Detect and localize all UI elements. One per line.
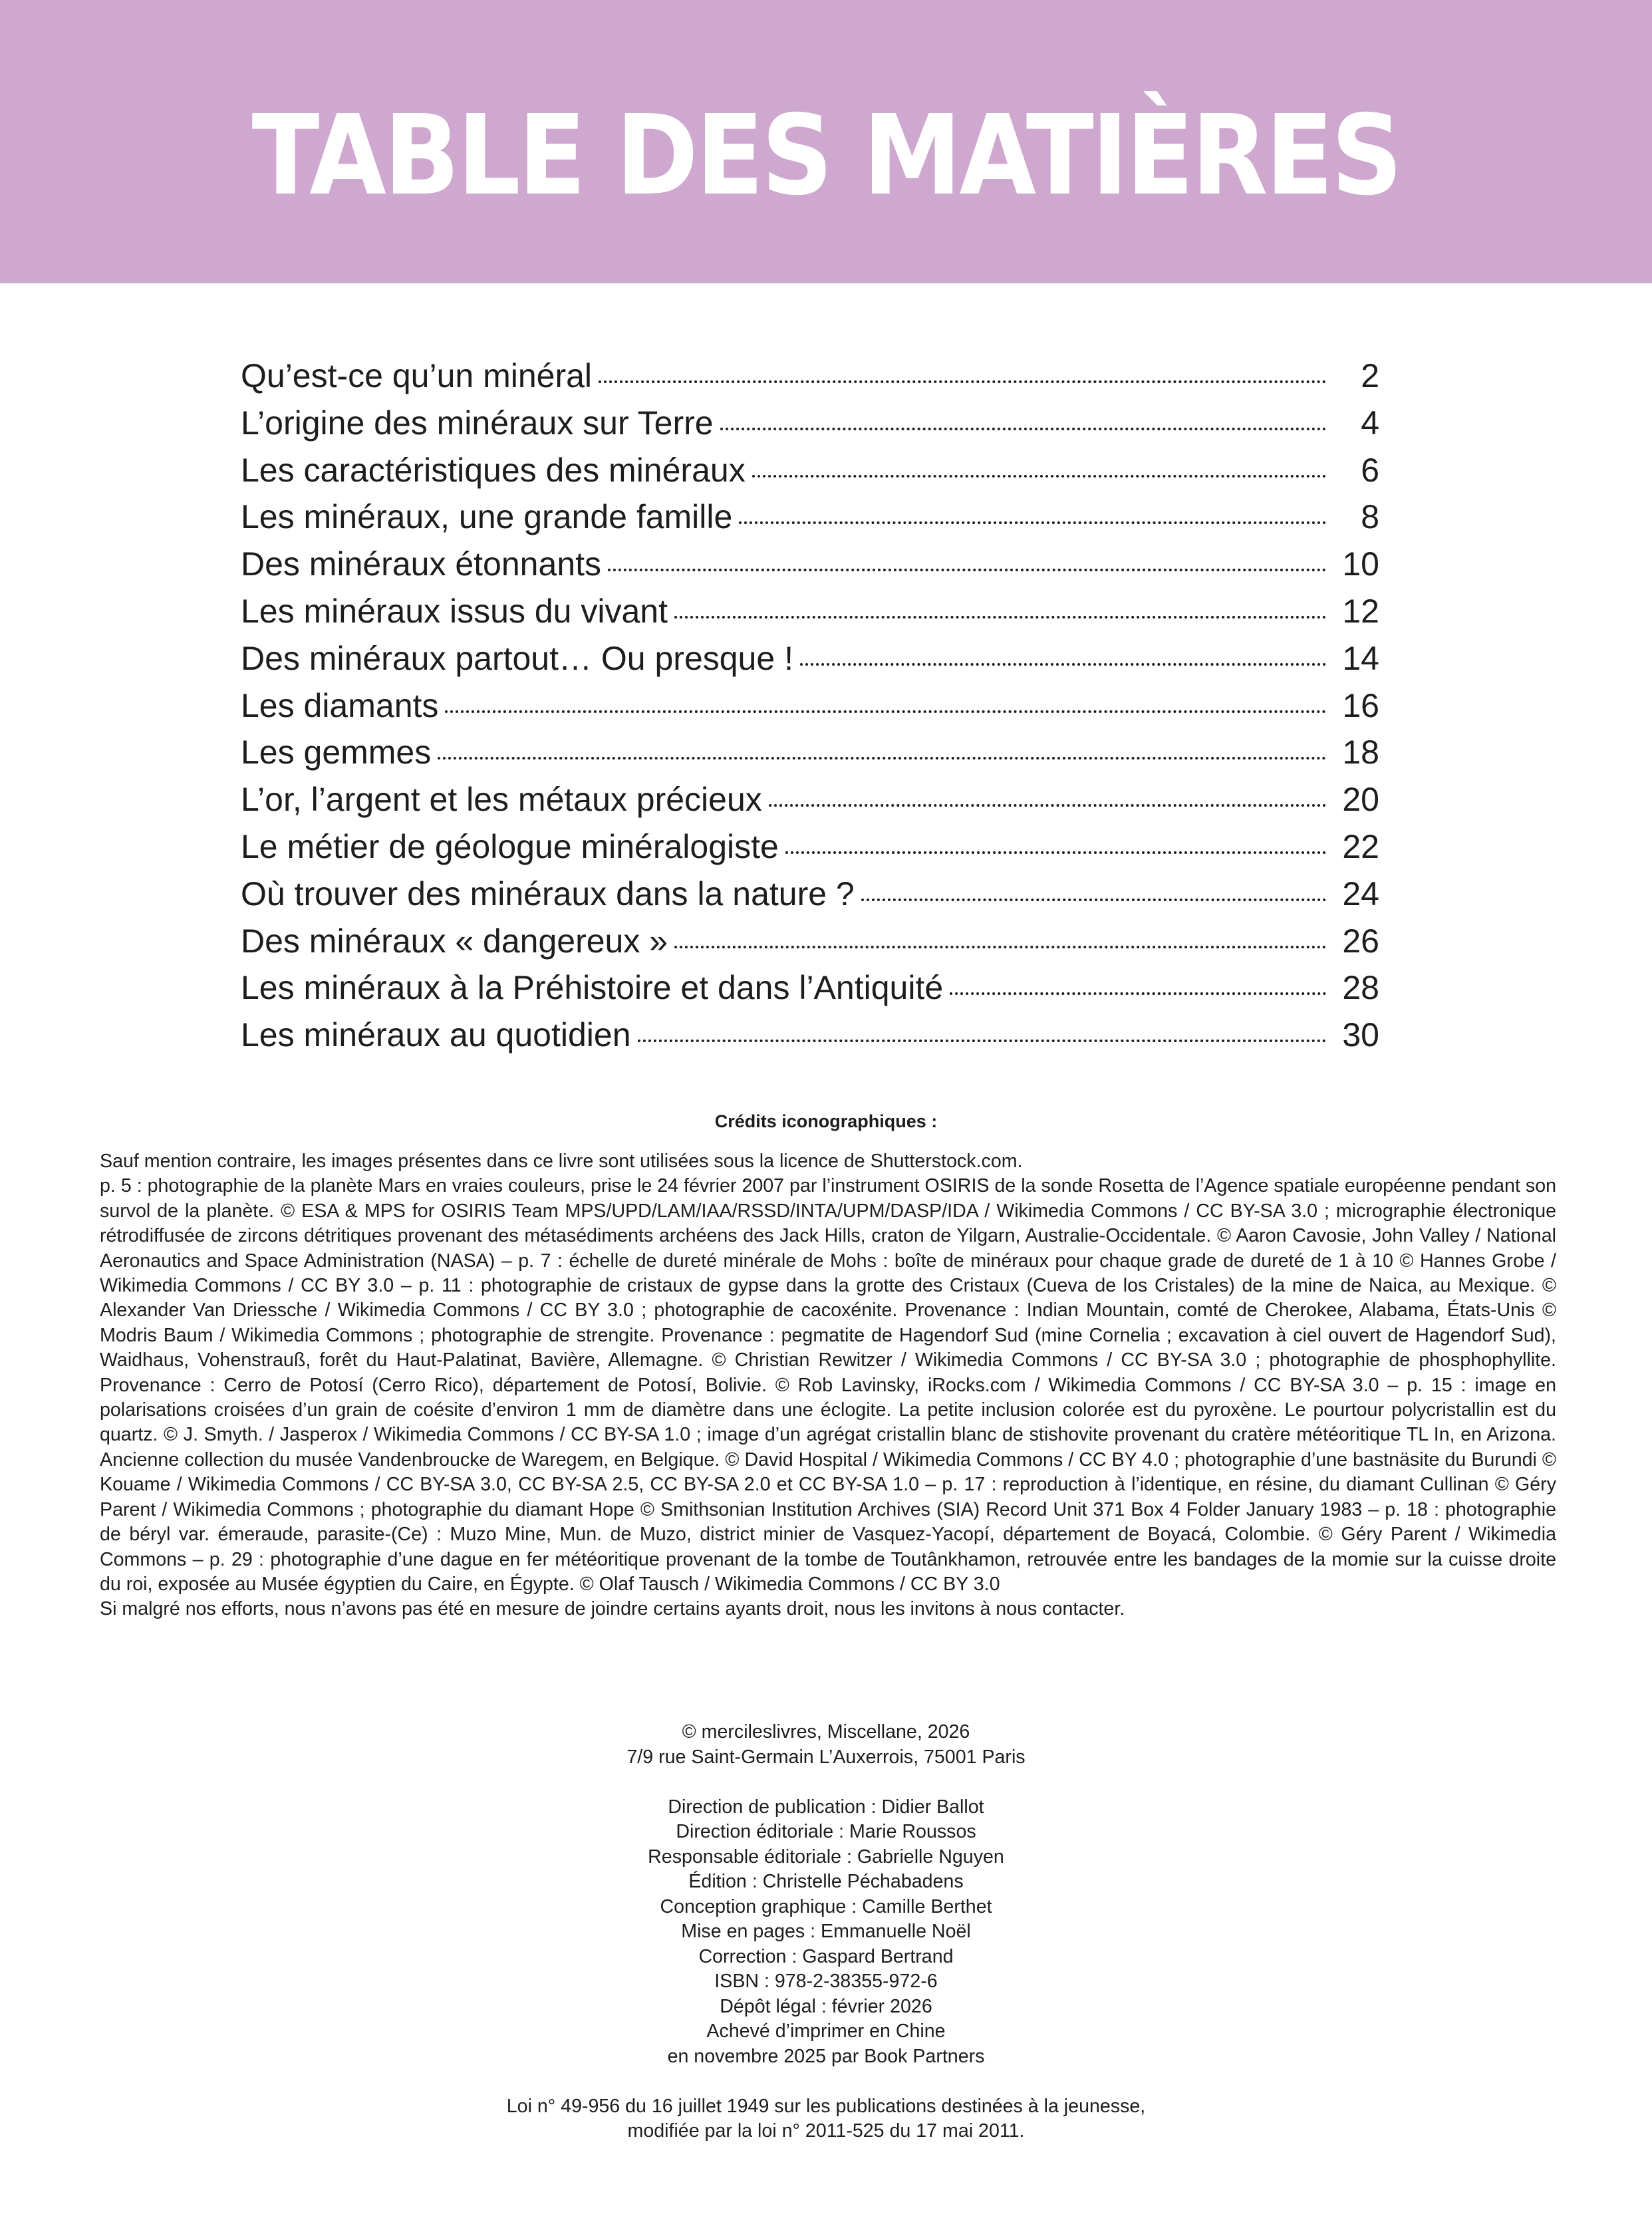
staff-line: Mise en pages : Emmanuelle Noël [681, 1921, 971, 1942]
title-banner [0, 0, 1652, 283]
dot-leader [785, 851, 1326, 854]
toc-entry-page: 12 [1342, 592, 1379, 630]
toc-entry-title: Les minéraux au quotidien [241, 1016, 631, 1054]
printing-line: Achevé d’imprimer en Chine [706, 2020, 946, 2042]
toc-entry-title: Des minéraux partout… Ou presque ! [241, 639, 793, 677]
toc-entry [241, 493, 1379, 541]
dot-leader [674, 946, 1326, 948]
dot-leader [769, 804, 1326, 807]
dot-leader [438, 757, 1326, 760]
toc-entry-page: 16 [1342, 686, 1379, 724]
toc-entry [241, 447, 1379, 494]
publisher-address: 7/9 rue Saint-Germain L’Auxerrois, 75001 Paris [626, 1746, 1026, 1768]
toc-entry-title: Des minéraux « dangereux » [241, 922, 668, 960]
dot-leader [674, 616, 1326, 619]
staff-line: Direction éditoriale : Marie Roussos [676, 1821, 976, 1842]
dot-leader [445, 710, 1326, 713]
toc-entry [241, 823, 1379, 871]
toc-entry-page: 28 [1342, 969, 1379, 1007]
toc-entry-page: 6 [1361, 451, 1379, 489]
dot-leader [739, 521, 1326, 524]
credits-intro: Sauf mention contraire, les images présentes dans ce livre sont utilisées sous la licence de Shutterstock.com. [100, 1151, 1023, 1172]
printing-line: en novembre 2025 par Book Partners [667, 2045, 985, 2067]
staff-line: Direction de publication : Didier Ballot [668, 1796, 984, 1818]
credits-block [100, 1149, 1556, 1622]
staff-line: Responsable éditoriale : Gabrielle Nguyen [648, 1846, 1004, 1868]
dot-leader [800, 663, 1326, 666]
dot-leader [752, 475, 1326, 478]
toc-entry-title: Le métier de géologue minéralogiste [241, 827, 779, 865]
toc-entry-page: 14 [1342, 639, 1379, 677]
dot-leader [950, 992, 1326, 995]
toc-entry [241, 964, 1379, 1012]
toc-entry [241, 729, 1379, 776]
dot-leader [638, 1040, 1327, 1042]
copyright-line: © mercileslivres, Miscellane, 2026 [682, 1721, 970, 1742]
isbn-line: ISBN : 978-2-38355-972-6 [714, 1971, 938, 1992]
toc-entry [241, 588, 1379, 635]
toc-entry-title: L’origine des minéraux sur Terre [241, 404, 714, 442]
toc-entry [241, 635, 1379, 682]
toc-entry [241, 541, 1379, 588]
staff-line: Correction : Gaspard Bertrand [698, 1945, 954, 1967]
toc-entry-title: Les minéraux, une grande famille [241, 498, 733, 536]
toc-entry-page: 26 [1342, 922, 1379, 960]
toc-entry-title: Des minéraux étonnants [241, 545, 601, 583]
credits-closing: Si malgré nos efforts, nous n’avons pas été en mesure de joindre certains ayants droit, nous les invitons à nous contacter. [100, 1598, 1125, 1620]
toc-entry-title: Où trouver des minéraux dans la nature ? [241, 875, 855, 912]
toc-entry-page: 22 [1342, 827, 1379, 865]
toc-entry-title: Les caractéristiques des minéraux [241, 451, 746, 489]
dot-leader [599, 380, 1326, 383]
credits-body: p. 5 : photographie de la planète Mars en vraies couleurs, prise le 24 février 2007 par l’instrument OSIRIS de la sonde Rosetta de l’Agence spatiale européenne pendant son survol de la planète. © ESA & MPS for OSIRIS Team MPS/UPD/LAM/IAA/RSSD/INTA/UPM/DASP/IDA / Wikimedia Commons / CC BY-SA 3.0 ; micrographie électronique rétrodiffusée de zircons détritiques provenant des métasédiments archéens des Jack Hills, craton de Yilgarn, Australie-Occidentale. © Aaron Cavosie, John Valley / National Aeronautics and Space Administration (NASA) – p. 7 : échelle de dureté minérale de Mohs : boîte de minéraux pour chaque grade de dureté de 1 à 10 © Hannes Grobe / Wikimedia Commons / CC BY 3.0 – p. 11 : photographie de cristaux de gypse dans la grotte des Cristaux (Cueva de los Cristales) de la mine de Naica, au Mexique. © Alexander Van Driessche / Wikimedia Commons / CC BY 3.0 ; photographie de cacoxénite. Provenance : Indian Mountain, comté de Cherokee, Alabama, États-Unis © Modris Baum / Wikimedia Commons ; photographie de strengite. Provenance : pegmatite de Hagendorf Sud (mine Cornelia ; excavation à ciel ouvert de Hagendorf Sud), Waidhaus, Vohenstrauß, forêt du Haut-Palatinat, Bavière, Allemagne. © Christian Rewitzer / Wikimedia Commons / CC BY-SA 3.0 ; photographie de phosphophyllite. Provenance : Cerro de Potosí (Cerro Rico), département de Potosí, Bolivie. © Rob Lavinsky, iRocks.com / Wikimedia Commons / CC BY-SA 3.0 – p. 15 : image en polarisations croisées d’un grain de coésite d’environ 1 mm de diamètre dans une éclogite. La petite inclusion colorée est du pyroxène. Le pourtour polycristallin est du quartz. © J. Smyth. / Jasperox / Wikimedia Commons / CC BY-SA 1.0 ; image d’un agrégat cristallin blanc de stishovite provenant du cratère météoritique TL In, en Arizona. Ancienne collection du musée Vandenbroucke de Waregem, en Belgique. © David Hospital / Wikimedia Commons / CC BY 4.0 ; photographie d’une bastnäsite du Burundi © Kouame / Wikimedia Commons / CC BY-SA 3.0, CC BY-SA 2.5, CC BY-SA 2.0 et CC BY-SA 1.0 – p. 17 : reproduction à l’identique, en résine, du diamant Cullinan © Géry Parent / Wikimedia Commons ; photographie du diamant Hope © Smithsonian Institution Archives (SIA) Record Unit 371 Box 4 Folder January 1983 – p. 18 : photographie de béryl var. émeraude, parasite-(Ce) : Muzo Mine, Mun. de Muzo, district minier de Vasquez-Yacopí, département de Boyacá, Colombie. © Géry Parent / Wikimedia Commons – p. 29 : photographie d’une dague en fer météoritique provenant de la tombe de Toutânkhamon, retrouvée entre les bandages de la momie sur la cuisse droite du roi, exposée au Musée égyptien du Caire, en Égypte. © Olaf Tausch / Wikimedia Commons / CC BY 3.0 [100, 1175, 1556, 1595]
toc-entry-page: 8 [1361, 498, 1379, 536]
toc-entry-page: 30 [1342, 1016, 1379, 1054]
imprint-block [0, 1720, 1652, 2144]
toc-entry-title: Les gemmes [241, 734, 432, 771]
dot-leader [608, 569, 1326, 571]
table-of-contents [241, 352, 1379, 1059]
toc-entry [241, 682, 1379, 730]
toc-entry-page: 20 [1342, 781, 1379, 819]
law-line: modifiée par la loi n° 2011-525 du 17 mai 2011. [627, 2120, 1025, 2142]
toc-entry-title: L’or, l’argent et les métaux précieux [241, 781, 762, 819]
dot-leader [720, 428, 1326, 430]
page-title: TABLE DES MATIÈRES [251, 92, 1401, 220]
toc-entry [241, 1012, 1379, 1059]
credits-heading: Crédits iconographiques : [714, 1111, 938, 1131]
toc-entry-title: Les minéraux issus du vivant [241, 592, 668, 630]
dot-leader [861, 899, 1326, 901]
toc-entry-title: Qu’est-ce qu’un minéral [241, 357, 593, 394]
toc-entry-page: 18 [1342, 734, 1379, 771]
toc-entry [241, 352, 1379, 400]
toc-entry-page: 2 [1361, 357, 1379, 394]
toc-entry [241, 918, 1379, 965]
law-line: Loi n° 49-956 du 16 juillet 1949 sur les publications destinées à la jeunesse, [506, 2095, 1146, 2117]
toc-entry [241, 400, 1379, 447]
toc-entry-page: 4 [1361, 404, 1379, 442]
toc-entry [241, 776, 1379, 823]
toc-entry [241, 871, 1379, 918]
toc-entry-title: Les minéraux à la Préhistoire et dans l’Antiquité [241, 969, 944, 1007]
toc-entry-title: Les diamants [241, 686, 439, 724]
legal-deposit-line: Dépôt légal : février 2026 [720, 1995, 932, 2017]
staff-line: Conception graphique : Camille Berthet [660, 1895, 992, 1917]
staff-line: Édition : Christelle Péchabadens [688, 1871, 964, 1892]
toc-entry-page: 10 [1342, 545, 1379, 583]
toc-entry-page: 24 [1342, 875, 1379, 912]
